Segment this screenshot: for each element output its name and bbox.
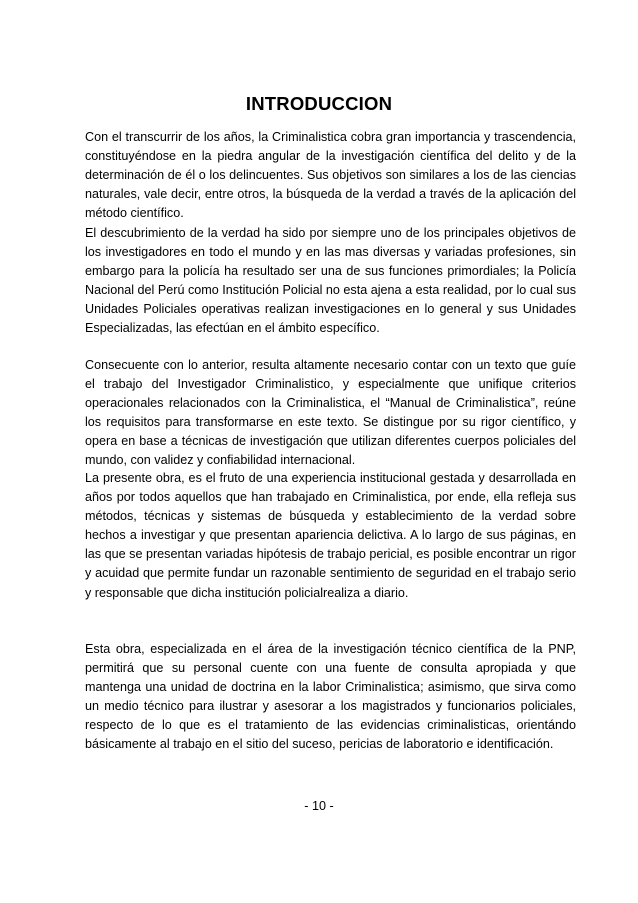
paragraph-1: Con el transcurrir de los años, la Criminalistica cobra gran importancia y trascendencia, constituyéndose en la piedra angular de la investigación científica del delito y de la determinación de él o los delincuentes. Sus objetivos son similares a los de las ciencias naturales, vale decir, entre otros, la búsqueda de la verdad a través de la aplicación del método científico. <box>85 130 576 221</box>
paragraph-5: Esta obra, especializada en el área de la investigación técnico científica de la PNP, permitirá que su personal cuente con una fuente de consulta apropiada y que mantenga una unidad de doctrina en la labor Criminalistica; asimismo, que sirva como un medio técnico para ilustrar y asesorar a los magistrados y funcionarios policiales, respecto de lo que es el tratamiento de las evidencias criminalisticas, orientándo básicamente al trabajo en el sitio del suceso, pericias de laboratorio e identificación. <box>85 642 576 752</box>
paragraph-2: El descubrimiento de la verdad ha sido por siempre uno de los principales objetivos de los investigadores en todo el mundo y en las mas diversas y variadas profesiones, sin embargo para la policía ha resultado ser una de sus funciones primordiales; la Policía Nacional del Perú como Institución Policial no esta ajena a esta realidad, por lo cual sus Unidades Policiales operativas realizan investigaciones en lo general y sus Unidades Especializadas, las efectúan en el ámbito específico. <box>85 226 576 336</box>
page-title: INTRODUCCION <box>245 93 393 114</box>
paragraph-4: La presente obra, es el fruto de una experiencia institucional gestada y desarrollada en años por todos aquellos que han trabajado en Criminalistica, por ende, ella refleja sus métodos, técnicas y sistemas de búsqueda y establecimiento de la verdad sobre hechos a investigar y que presentan apariencia delictiva. A lo largo de sus páginas, en las que se presentan variadas hipótesis de trabajo pericial, es posible encontrar un rigor y acuidad que permite fundar un razonable sentimiento de seguridad en el trabajo serio y responsable que dicha institución policialrealiza a diario. <box>85 471 576 600</box>
page-number: - 10 - <box>304 799 334 813</box>
paragraph-3: Consecuente con lo anterior, resulta altamente necesario contar con un texto que guíe el trabajo del Investigador Criminalistico, y especialmente que unifique criterios operacionales relacionados con la Criminalistica, el “Manual de Criminalistica”, reúne los requisitos para transformarse en este texto. Se distingue por su rigor científico, y opera en base a técnicas de investigación que utilizan diferentes cuerpos policiales del mundo, con validez y confiabilidad internacional. <box>85 358 576 468</box>
